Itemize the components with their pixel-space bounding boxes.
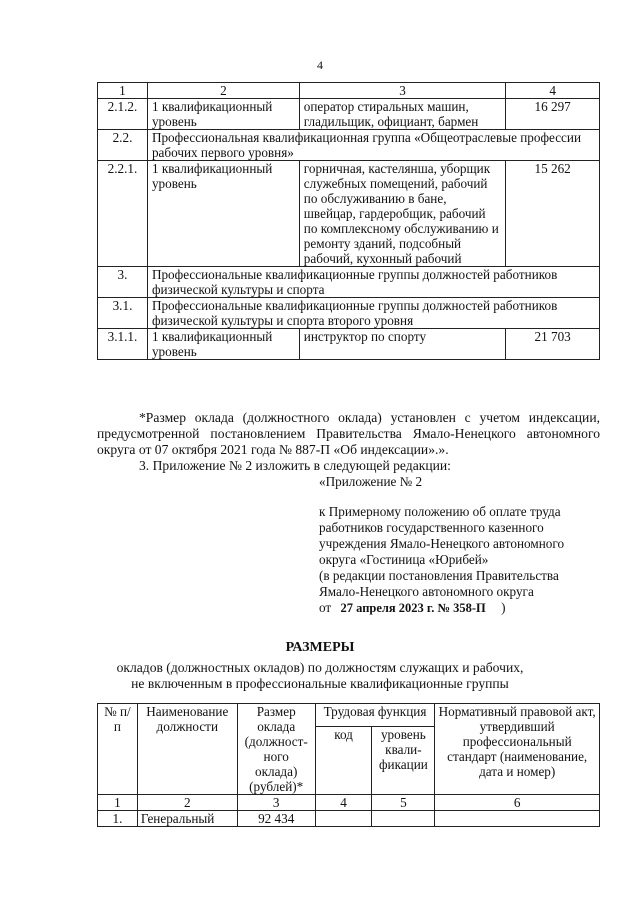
col-code: код xyxy=(315,727,372,795)
page-number: 4 xyxy=(317,58,323,72)
close-paren: ) xyxy=(501,600,506,615)
salary-value: 92 434 xyxy=(237,811,315,827)
group-title: Профессиональные квалификационные группы должностей работников физической культуры и спорта xyxy=(147,267,599,298)
table-row xyxy=(98,267,600,298)
header-cell: 4 xyxy=(506,83,600,99)
row-number: 1. xyxy=(98,811,138,827)
salary-value: 15 262 xyxy=(506,161,600,267)
positions: инструктор по спорту xyxy=(299,329,505,360)
col-number: 6 xyxy=(435,795,600,811)
row-number: 2.2.1. xyxy=(98,161,148,267)
positions: оператор стиральных машин, гладильщик, официант, бармен xyxy=(299,99,505,130)
footnote: *Размер оклада (должностного оклада) установлен с учетом индексации, предусмотренной постановлением Правительства Ямало-Ненецкого автономного округа от 07 октября 2021 года № 887-П «Об индексации».». xyxy=(97,410,600,457)
appendix-date-line xyxy=(319,600,505,616)
salary-table-2 xyxy=(97,703,600,827)
col-level: уровень квали-фикации xyxy=(372,727,435,795)
qualification-level: 1 квалификационный уровень xyxy=(147,329,299,360)
subheading: не включенным в профессиональные квалификационные группы xyxy=(131,676,509,691)
empty-cell xyxy=(315,811,372,827)
col-number: 5 xyxy=(372,795,435,811)
table-row xyxy=(98,99,600,130)
positions: горничная, кастелянша, уборщик служебных помещений, рабочий по обслуживанию в бане, швейцар, гардеробщик, рабочий по комплексному обслуживанию и ремонту зданий, подсобный рабочий, кухонный рабочий xyxy=(299,161,505,267)
from-label: от xyxy=(319,600,332,615)
col-name: Наименование должности xyxy=(137,704,237,795)
row-number: 3. xyxy=(98,267,148,298)
table-row xyxy=(98,298,600,329)
table-row xyxy=(98,811,600,827)
appendix-line: работников государственного казенного xyxy=(319,520,544,535)
table-header-row xyxy=(98,704,600,727)
page-heading: РАЗМЕРЫ xyxy=(285,640,355,655)
appendix-line: к Примерному положению об оплате труда xyxy=(319,504,561,519)
position-name: Генеральный xyxy=(137,811,237,827)
col-number: 4 xyxy=(315,795,372,811)
decree-stamp: 27 апреля 2023 г. № 358-П xyxy=(340,601,486,615)
qualification-level: 1 квалификационный уровень xyxy=(147,99,299,130)
col-number: 3 xyxy=(237,795,315,811)
col-salary: Размер оклада (должност-ного оклада) (рублей)* xyxy=(237,704,315,795)
col-number: 2 xyxy=(137,795,237,811)
col-no: № п/п xyxy=(98,704,138,795)
table-row xyxy=(98,130,600,161)
salary-value: 16 297 xyxy=(506,99,600,130)
appendix-title: «Приложение № 2 xyxy=(319,474,423,489)
appendix-line: Ямало-Ненецкого автономного округа xyxy=(319,584,534,599)
appendix-line: (в редакции постановления Правительства xyxy=(319,568,559,583)
row-number: 3.1.1. xyxy=(98,329,148,360)
salary-table xyxy=(97,82,600,360)
col-function: Трудовая функция xyxy=(315,704,435,727)
group-title: Профессиональные квалификационные группы должностей работников физической культуры и спорта второго уровня xyxy=(147,298,599,329)
appendix-line: округа «Гостиница «Юрибей» xyxy=(319,552,489,567)
salary-value: 21 703 xyxy=(506,329,600,360)
item-3: 3. Приложение № 2 изложить в следующей редакции: xyxy=(139,458,451,473)
table-row xyxy=(98,329,600,360)
group-title: Профессиональная квалификационная группа «Общеотраслевые профессии рабочих первого уровня» xyxy=(147,130,599,161)
header-cell: 3 xyxy=(299,83,505,99)
appendix-line: учреждения Ямало-Ненецкого автономного xyxy=(319,536,565,551)
subheading: окладов (должностных окладов) по должностям служащих и рабочих, xyxy=(116,660,524,675)
col-number: 1 xyxy=(98,795,138,811)
row-number: 3.1. xyxy=(98,298,148,329)
table-header-row xyxy=(98,83,600,99)
table-row xyxy=(98,161,600,267)
table-numbers-row xyxy=(98,795,600,811)
empty-cell xyxy=(435,811,600,827)
col-standard: Нормативный правовой акт, утвердивший профессиональный стандарт (наименование, дата и номер) xyxy=(435,704,600,795)
header-cell: 2 xyxy=(147,83,299,99)
row-number: 2.2. xyxy=(98,130,148,161)
header-cell: 1 xyxy=(98,83,148,99)
qualification-level: 1 квалификационный уровень xyxy=(147,161,299,267)
row-number: 2.1.2. xyxy=(98,99,148,130)
empty-cell xyxy=(372,811,435,827)
